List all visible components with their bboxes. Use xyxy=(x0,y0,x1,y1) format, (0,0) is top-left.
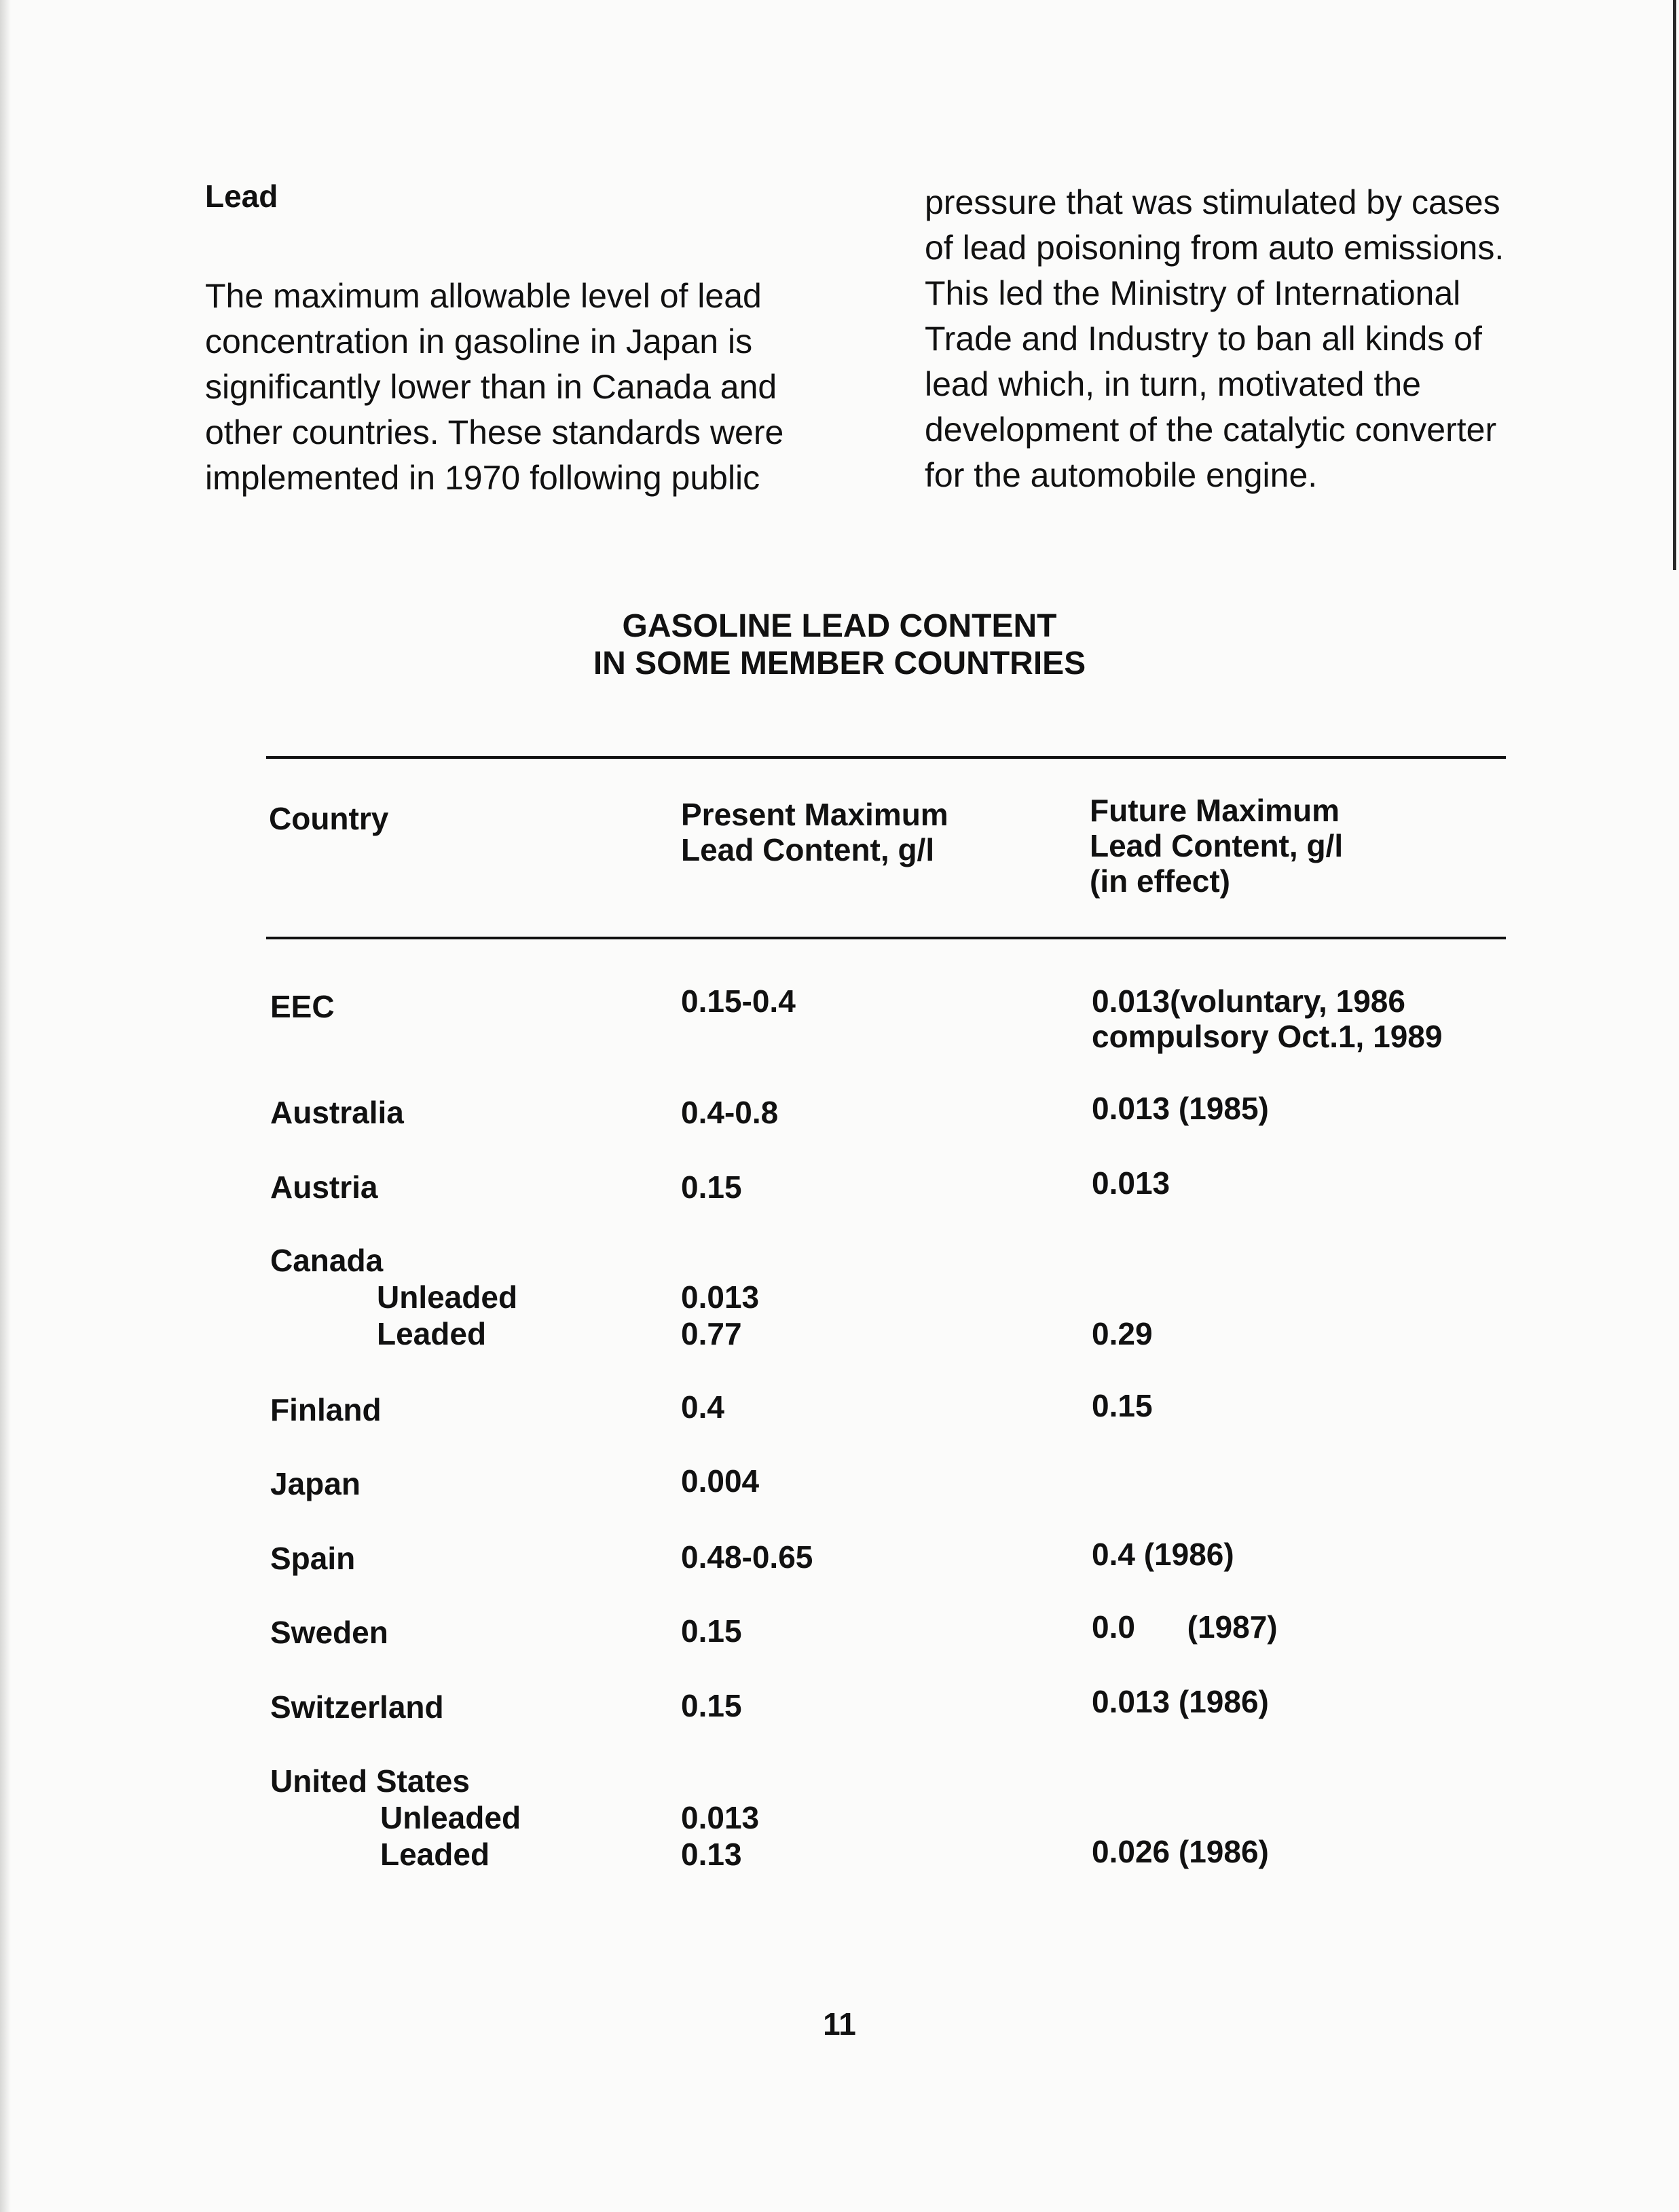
cell-future: 0.4 (1986) xyxy=(1092,1537,1234,1572)
cell-future-continued: compulsory Oct.1, 1989 xyxy=(1092,1019,1443,1054)
cell-future: 0.013(voluntary, 1986 xyxy=(1092,983,1405,1019)
text-line: pressure that was stimulated by cases xyxy=(925,183,1500,221)
table-top-rule xyxy=(266,756,1506,759)
header-present-line-1: Present Maximum xyxy=(681,797,948,832)
cell-subcategory-leaded: Leaded xyxy=(380,1837,490,1872)
cell-country: Austria xyxy=(270,1169,378,1205)
header-future-maximum xyxy=(1090,793,1343,899)
cell-subcategory-unleaded: Unleaded xyxy=(380,1800,521,1835)
header-future-line-1: Future Maximum xyxy=(1090,793,1340,828)
header-country: Country xyxy=(269,801,389,836)
table-title-line-1: GASOLINE LEAD CONTENT xyxy=(622,608,1057,644)
cell-country: Spain xyxy=(270,1541,356,1576)
cell-present: 0.15 xyxy=(681,1169,742,1205)
cell-present: 0.15 xyxy=(681,1688,742,1723)
section-heading-lead: Lead xyxy=(205,179,278,214)
cell-present-unleaded: 0.013 xyxy=(681,1279,760,1315)
cell-country: Finland xyxy=(270,1392,382,1427)
cell-subcategory-unleaded: Unleaded xyxy=(377,1279,518,1315)
text-line: This led the Ministry of International xyxy=(925,274,1461,312)
cell-present-unleaded: 0.013 xyxy=(681,1800,760,1835)
text-line: implemented in 1970 following public xyxy=(205,459,760,497)
cell-subcategory-leaded: Leaded xyxy=(377,1316,487,1351)
header-present-line-2: Lead Content, g/l xyxy=(681,832,935,867)
header-present-maximum xyxy=(681,797,948,867)
cell-country: Switzerland xyxy=(270,1689,444,1725)
cell-country: Sweden xyxy=(270,1615,388,1650)
header-future-line-3: (in effect) xyxy=(1090,863,1230,899)
cell-country: EEC xyxy=(270,989,335,1024)
text-line: of lead poisoning from auto emissions. xyxy=(925,229,1505,267)
cell-future: 0.013 (1986) xyxy=(1092,1684,1269,1719)
cell-country: Japan xyxy=(270,1466,361,1501)
cell-future: 0.013 (1985) xyxy=(1092,1091,1269,1126)
cell-present: 0.48-0.65 xyxy=(681,1539,813,1575)
cell-present: 0.15-0.4 xyxy=(681,983,796,1019)
text-line: Trade and Industry to ban all kinds of xyxy=(925,320,1482,358)
cell-present-leaded: 0.77 xyxy=(681,1316,742,1351)
table-header-rule xyxy=(266,937,1506,939)
cell-present: 0.004 xyxy=(681,1463,760,1499)
intro-paragraph-left xyxy=(205,274,823,501)
header-future-line-2: Lead Content, g/l xyxy=(1090,828,1344,863)
text-line: lead which, in turn, motivated the xyxy=(925,365,1421,403)
text-line: significantly lower than in Canada and xyxy=(205,368,777,406)
table-title xyxy=(0,607,1679,682)
cell-country: Canada xyxy=(270,1243,384,1278)
cell-future: 0.15 xyxy=(1092,1388,1153,1423)
table-title-line-2: IN SOME MEMBER COUNTRIES xyxy=(593,645,1086,681)
text-line: The maximum allowable level of lead xyxy=(205,277,762,315)
cell-future: 0.0 (1987) xyxy=(1092,1609,1278,1645)
cell-country: United States xyxy=(270,1763,470,1799)
scan-edge-mark xyxy=(1673,0,1676,570)
text-line: concentration in gasoline in Japan is xyxy=(205,322,753,360)
text-line: development of the catalytic converter xyxy=(925,411,1497,449)
page-edge-shadow xyxy=(0,0,11,2212)
cell-present: 0.4 xyxy=(681,1389,724,1425)
cell-future: 0.013 xyxy=(1092,1165,1170,1201)
page-number: 11 xyxy=(823,2006,856,2042)
cell-future-leaded: 0.29 xyxy=(1092,1316,1153,1351)
text-line: other countries. These standards were xyxy=(205,413,784,451)
cell-future-leaded: 0.026 (1986) xyxy=(1092,1834,1269,1869)
cell-present: 0.15 xyxy=(681,1613,742,1649)
cell-present: 0.4-0.8 xyxy=(681,1095,779,1130)
intro-paragraph-right xyxy=(925,180,1543,498)
text-line: for the automobile engine. xyxy=(925,456,1318,494)
cell-present-leaded: 0.13 xyxy=(681,1837,742,1872)
cell-country: Australia xyxy=(270,1095,404,1130)
